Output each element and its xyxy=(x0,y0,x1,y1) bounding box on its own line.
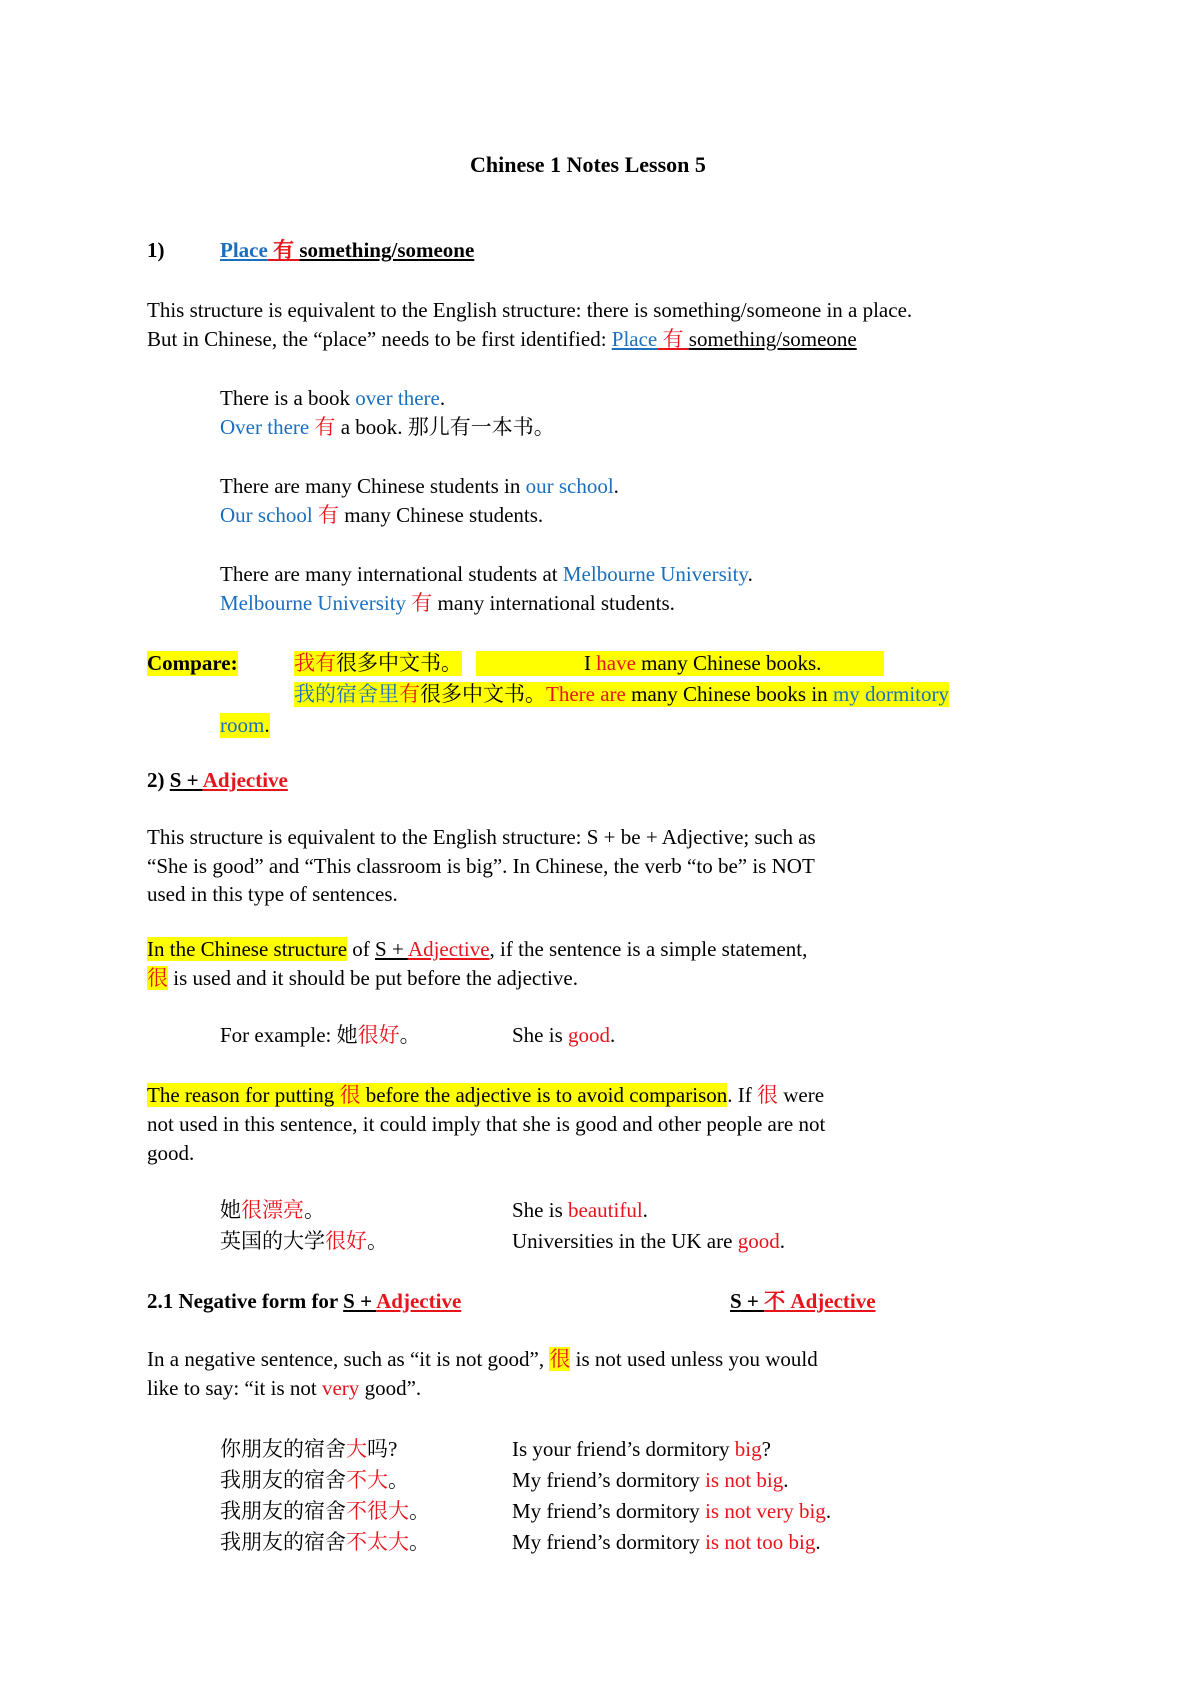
ex-a-en-pre: She is xyxy=(512,1198,569,1222)
para2-line2-rest: is used and it should be put before the adjective. xyxy=(168,966,578,990)
heading-you: 有 xyxy=(267,238,300,262)
s21-right-adj: Adjective xyxy=(785,1289,876,1313)
section-2-1-para-line-2 xyxy=(147,1376,421,1401)
s21-right-s: S + xyxy=(730,1289,765,1313)
row3-zh-red: 不很大 xyxy=(346,1499,409,1523)
s21-para2-pre: like to say: “it is not xyxy=(147,1376,322,1400)
neg-row-4-zh xyxy=(220,1530,430,1555)
para2-hen: 很 xyxy=(147,966,168,990)
section-2-para-2-line-2 xyxy=(147,966,578,991)
row2-zh-pre: 我朋友的宿舍 xyxy=(220,1468,346,1492)
example-en-post: . xyxy=(610,1023,616,1047)
row3-zh-post: 。 xyxy=(409,1499,430,1523)
compare-zh-1 xyxy=(294,651,462,676)
s21-heading-adj: Adjective xyxy=(376,1289,462,1313)
ex1-b-you: 有 xyxy=(309,415,341,439)
para2-hl: In the Chinese structure xyxy=(147,937,348,961)
ex-b-red: 很好 xyxy=(325,1229,367,1253)
ex2-b-you: 有 xyxy=(312,503,345,527)
neg-row-3-en xyxy=(512,1499,831,1524)
example-label: For example: xyxy=(220,1023,337,1047)
c3-post: . xyxy=(264,713,270,737)
heading-place: Place xyxy=(220,238,268,262)
s2-heading-num: 2) xyxy=(147,768,170,792)
for-example-line xyxy=(220,1023,421,1048)
section-2-para-3-line-1 xyxy=(147,1083,824,1108)
row3-en-post: . xyxy=(825,1499,832,1523)
neg-row-4-en xyxy=(512,1530,821,1555)
neg-row-2-en xyxy=(512,1468,789,1493)
c1-en-have: have xyxy=(596,651,636,675)
ex3-b-blue: Melbourne University xyxy=(220,591,407,615)
para3-hl-hen: 很 xyxy=(339,1083,361,1107)
para2-of: of xyxy=(347,937,376,961)
example-end: 。 xyxy=(399,1023,421,1047)
example-1-english xyxy=(220,386,445,411)
neg-row-3-zh xyxy=(220,1499,430,1524)
section-2-para-1-line-3: used in this type of sentences. xyxy=(147,882,398,906)
row3-zh-pre: 我朋友的宿舍 xyxy=(220,1499,346,1523)
section-2-para-3-line-2: not used in this sentence, it could imply that she is good and other people are not xyxy=(147,1112,826,1136)
ex2-a-blue: our school xyxy=(525,474,614,498)
section-2-1-para-line-1 xyxy=(147,1347,818,1372)
section-2-1-heading xyxy=(147,1289,461,1314)
ex-a-en-red: beautiful xyxy=(568,1198,643,1222)
c1-en-rest: many Chinese books. xyxy=(635,651,822,675)
s21-para-post: is not used unless you would xyxy=(570,1347,818,1371)
c2-en-there: There are xyxy=(546,682,626,706)
section-2-heading xyxy=(147,768,288,793)
ex1-b-blue: Over there xyxy=(220,415,310,439)
row2-en-red: is not big xyxy=(705,1468,784,1492)
para3-hl-pre: The reason for putting xyxy=(147,1083,340,1107)
s21-para2-red: very xyxy=(321,1376,360,1400)
ex2-a-post: . xyxy=(613,474,619,498)
ex-b-en-pre: Universities in the UK are xyxy=(512,1229,738,1253)
para-line-2-rest: something/someone xyxy=(688,327,857,351)
c1-wo: 我 xyxy=(294,651,315,675)
row4-zh-post: 。 xyxy=(409,1530,430,1554)
ex1-a-pre: There is a book xyxy=(220,386,356,410)
s21-heading-pre: 2.1 Negative form for xyxy=(147,1289,344,1313)
section-2-1-heading-right xyxy=(730,1289,876,1314)
example-hen-hao: 很好 xyxy=(357,1023,400,1047)
para-line-2-you: 有 xyxy=(657,327,689,351)
c1-en-i: I xyxy=(584,651,597,675)
row4-zh-red: 不太大 xyxy=(346,1530,409,1554)
row1-en-post: ? xyxy=(761,1437,771,1461)
example-a-en xyxy=(512,1198,648,1223)
section-1-para-line-1: This structure is equivalent to the English structure: there is something/someone in a place. xyxy=(147,298,913,322)
s21-para2-post: good”. xyxy=(359,1376,422,1400)
row2-en-post: . xyxy=(783,1468,789,1492)
compare-line-3 xyxy=(220,713,270,738)
example-3-english xyxy=(220,562,753,587)
ex2-a-pre: There are many Chinese students in xyxy=(220,474,526,498)
ex3-a-blue: Melbourne University xyxy=(562,562,748,586)
row1-zh-red: 大 xyxy=(346,1437,367,1461)
row1-en-red: big xyxy=(734,1437,762,1461)
neg-row-1-zh xyxy=(220,1437,397,1462)
ex-b-end: 。 xyxy=(367,1229,388,1253)
example-b-en xyxy=(512,1229,785,1254)
ex-b-en-red: good xyxy=(737,1229,780,1253)
row4-zh-pre: 我朋友的宿舍 xyxy=(220,1530,346,1554)
s2-heading-s: S + xyxy=(169,768,203,792)
row3-en-red: is not very big xyxy=(705,1499,826,1523)
example-3-restructured xyxy=(220,591,675,616)
heading-rest: something/someone xyxy=(299,238,475,262)
s2-heading-adj: Adjective xyxy=(202,768,288,792)
para3-hen2: 很 xyxy=(757,1083,778,1107)
row1-zh-pre: 你朋友的宿舍 xyxy=(220,1437,346,1461)
compare-en-1 xyxy=(476,651,884,676)
ex3-a-post: . xyxy=(747,562,753,586)
section-2-para-3-line-3: good. xyxy=(147,1141,195,1165)
s21-para-hen: 很 xyxy=(549,1347,571,1371)
s21-heading-s: S + xyxy=(343,1289,377,1313)
compare-label: Compare: xyxy=(147,651,238,675)
example-ta: 她 xyxy=(336,1023,358,1047)
ex-a-ta: 她 xyxy=(220,1198,241,1222)
section-2-para-1-line-2: “She is good” and “This classroom is big”. In Chinese, the verb “to be” is NOT xyxy=(147,854,815,878)
row4-en-pre: My friend’s dormitory xyxy=(512,1530,706,1554)
ex2-b-blue: Our school xyxy=(220,503,313,527)
para3-hl-post: before the adjective is to avoid comparison xyxy=(360,1083,728,1107)
c1-rest: 很多中文书。 xyxy=(336,651,462,675)
ex3-b-you: 有 xyxy=(406,591,438,615)
para2-rest: , if the sentence is a simple statement, xyxy=(489,937,808,961)
row1-en-pre: Is your friend’s dormitory xyxy=(512,1437,735,1461)
section-1-para-line-2 xyxy=(147,327,857,352)
ex1-a-blue: over there xyxy=(355,386,440,410)
example-a-zh xyxy=(220,1198,325,1223)
ex2-b-post: many Chinese students. xyxy=(344,503,544,527)
example-2-restructured xyxy=(220,503,543,528)
neg-row-1-en xyxy=(512,1437,771,1462)
row1-zh-post: 吗? xyxy=(367,1437,398,1461)
example-en-pre: She is xyxy=(512,1023,569,1047)
section-1-number: 1) xyxy=(147,238,165,262)
ex1-a-post: . xyxy=(439,386,446,410)
ex-a-en-post: . xyxy=(642,1198,648,1222)
row3-en-pre: My friend’s dormitory xyxy=(512,1499,706,1523)
ex-b-en-post: . xyxy=(779,1229,785,1253)
c3-blue: room xyxy=(220,713,265,737)
c1-you: 有 xyxy=(315,651,336,675)
para-line-2-pre: But in Chinese, the “place” needs to be first identified: xyxy=(147,327,612,351)
example-en-red: good xyxy=(568,1023,611,1047)
c2-you: 有 xyxy=(399,682,420,706)
row4-en-post: . xyxy=(815,1530,821,1554)
row2-zh-red: 不大 xyxy=(346,1468,388,1492)
para2-adj: Adjective xyxy=(407,937,490,961)
section-1-heading xyxy=(220,238,474,263)
s21-right-bu: 不 xyxy=(764,1289,786,1313)
ex1-b-post: a book. 那儿有一本书。 xyxy=(340,415,555,439)
para3-after1: . If xyxy=(727,1083,757,1107)
example-b-zh xyxy=(220,1229,388,1254)
section-2-para-2-line-1 xyxy=(147,937,807,962)
c2-en-mid: many Chinese books in xyxy=(625,682,833,706)
row2-en-pre: My friend’s dormitory xyxy=(512,1468,706,1492)
example-1-restructured xyxy=(220,415,555,440)
c2-blue: 我的宿舍里 xyxy=(294,682,399,706)
ex-a-red: 很漂亮 xyxy=(241,1198,304,1222)
s21-para-pre: In a negative sentence, such as “it is not good”, xyxy=(147,1347,550,1371)
para-line-2-place: Place xyxy=(611,327,658,351)
ex3-a-pre: There are many international students at xyxy=(220,562,563,586)
ex-a-end: 。 xyxy=(304,1198,325,1222)
for-example-english xyxy=(512,1023,615,1048)
row4-en-red: is not too big xyxy=(705,1530,816,1554)
example-2-english xyxy=(220,474,619,499)
c2-rest: 很多中文书。 xyxy=(420,682,546,706)
para2-s: S + xyxy=(375,937,408,961)
section-2-para-1-line-1: This structure is equivalent to the English structure: S + be + Adjective; such as xyxy=(147,825,816,849)
neg-row-2-zh xyxy=(220,1468,409,1493)
para3-after2: were xyxy=(778,1083,825,1107)
c2-en-blue: my dormitory xyxy=(832,682,950,706)
page-title: Chinese 1 Notes Lesson 5 xyxy=(470,152,706,177)
row2-zh-post: 。 xyxy=(388,1468,409,1492)
compare-line-2 xyxy=(294,682,949,707)
ex3-b-post: many international students. xyxy=(437,591,675,615)
ex-b-pre: 英国的大学 xyxy=(220,1229,325,1253)
